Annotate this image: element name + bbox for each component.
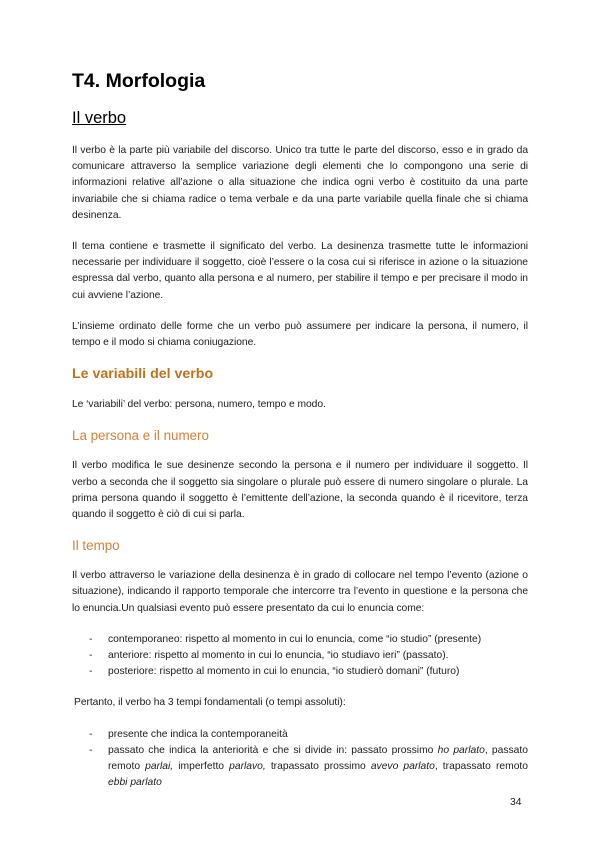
example-trapassato-prossimo: avevo parlato (370, 761, 435, 773)
list-item: - contemporaneo: rispetto al momento in cui lo enuncia, come “io studio” (presente) (89, 633, 482, 645)
variabili-heading: Le variabili del verbo (72, 366, 214, 383)
example-passato-remoto: parlai, (145, 761, 174, 773)
intro-paragraph-2: Il tema contiene e trasmette il significato del verbo. La desinenza trasmette tutte le informazioni necessarie per individuare il soggetto, cioè l’essere o la cosa cui si riferisce in azione o la situazione espressa dal verbo, quanto alla persona e al numero, per stabilire il tempo e per precisare il modo in cui avviene l’azione. (72, 241, 528, 301)
list-item: - posteriore: rispetto al momento in cui lo enuncia, “io studierò domani” (futuro) (89, 666, 460, 678)
list-item-text: , passato remoto (108, 744, 528, 773)
list-item-text: trapassato prossimo (265, 761, 371, 773)
tempo-heading: Il tempo (72, 538, 120, 554)
example-imperfetto: parlavo, (229, 761, 266, 773)
list-item-text: anteriore: rispetto al momento in cui lo enuncia, “io studiavo ieri” (passato). (108, 650, 449, 662)
list-item-text: presente che indica la contemporaneità (108, 728, 288, 740)
example-passato-prossimo: ho parlato (437, 744, 485, 756)
persona-paragraph: Il verbo modifica le sue desinenze secondo la persona e il numero per individuare il soggetto. Il verbo a seconda che il soggetto sia singolare o plurale può essere di numero singolare o plurale. La prima persona quando il soggetto è l’emittente dell’azione, la seconda quando è il ricevitore, terza quando il soggetto è ciò di cui si parla. (72, 460, 528, 521)
intro-paragraph-3: L’insieme ordinato delle forme che un verbo può assumere per indicare la persona, il numero, il tempo e il modo si chiama coniugazione. (72, 320, 528, 349)
list-item-text: imperfetto (173, 761, 230, 773)
list-item: - passato che indica la anteriorità e che si divide in: passato prossimo ho parlato, passato remoto parlai, imperfetto parlavo, trapassato prossimo avevo parlato, trapassato remoto ebbi parlato (89, 744, 529, 789)
list-item-text: passato che indica la anteriorità e che si divide in: passato prossimo (108, 744, 438, 756)
persona-heading: La persona e il numero (72, 428, 209, 444)
page-number: 34 (510, 797, 522, 808)
pertanto-paragraph: Pertanto, il verbo ha 3 tempi fondamentali (o tempi assoluti): (74, 697, 346, 709)
list-item-text: contemporaneo: rispetto al momento in cui lo enuncia, come “io studio” (presente) (108, 633, 482, 645)
section-title: Il verbo (72, 109, 127, 127)
tempo-paragraph: Il verbo attraverso le variazione della desinenza è in grado di collocare nel tempo l’evento (azione o situazione), indicando il rapporto temporale che intercorre tra l’evento in questione e la persona che lo enuncia.Un qualsiasi evento può essere presentato da cui lo enuncia come: (72, 570, 528, 614)
intro-paragraph-1: Il verbo è la parte più variabile del discorso. Unico tra tutte le parte del discorso, esso e in grado da comunicare attraverso la semplice variazione degli elementi che lo compongono una serie di informazioni relative all’azione o alla situazione che indica ogni verbo è costituito da una parte invariabile che si chiama radice o tema verbale e da una parte variabile quella finale che si chiama desinenza. (72, 145, 528, 221)
example-trapassato-remoto: ebbi parlato (108, 777, 162, 789)
list-item-text: , trapassato remoto (434, 761, 529, 773)
tempo-relations-list (72, 632, 528, 681)
list-item-text: posteriore: rispetto al momento in cui lo enuncia, “io studierò domani” (futuro) (108, 666, 460, 678)
variabili-paragraph: Le ‘variabili’ del verbo: persona, numero, tempo e modo. (72, 399, 326, 411)
tempi-assoluti-list (72, 727, 528, 792)
list-item: - anteriore: rispetto al momento in cui lo enuncia, “io studiavo ieri” (passato). (89, 650, 449, 662)
list-item: - presente che indica la contemporaneità (89, 728, 288, 740)
chapter-title: T4. Morfologia (72, 70, 206, 92)
